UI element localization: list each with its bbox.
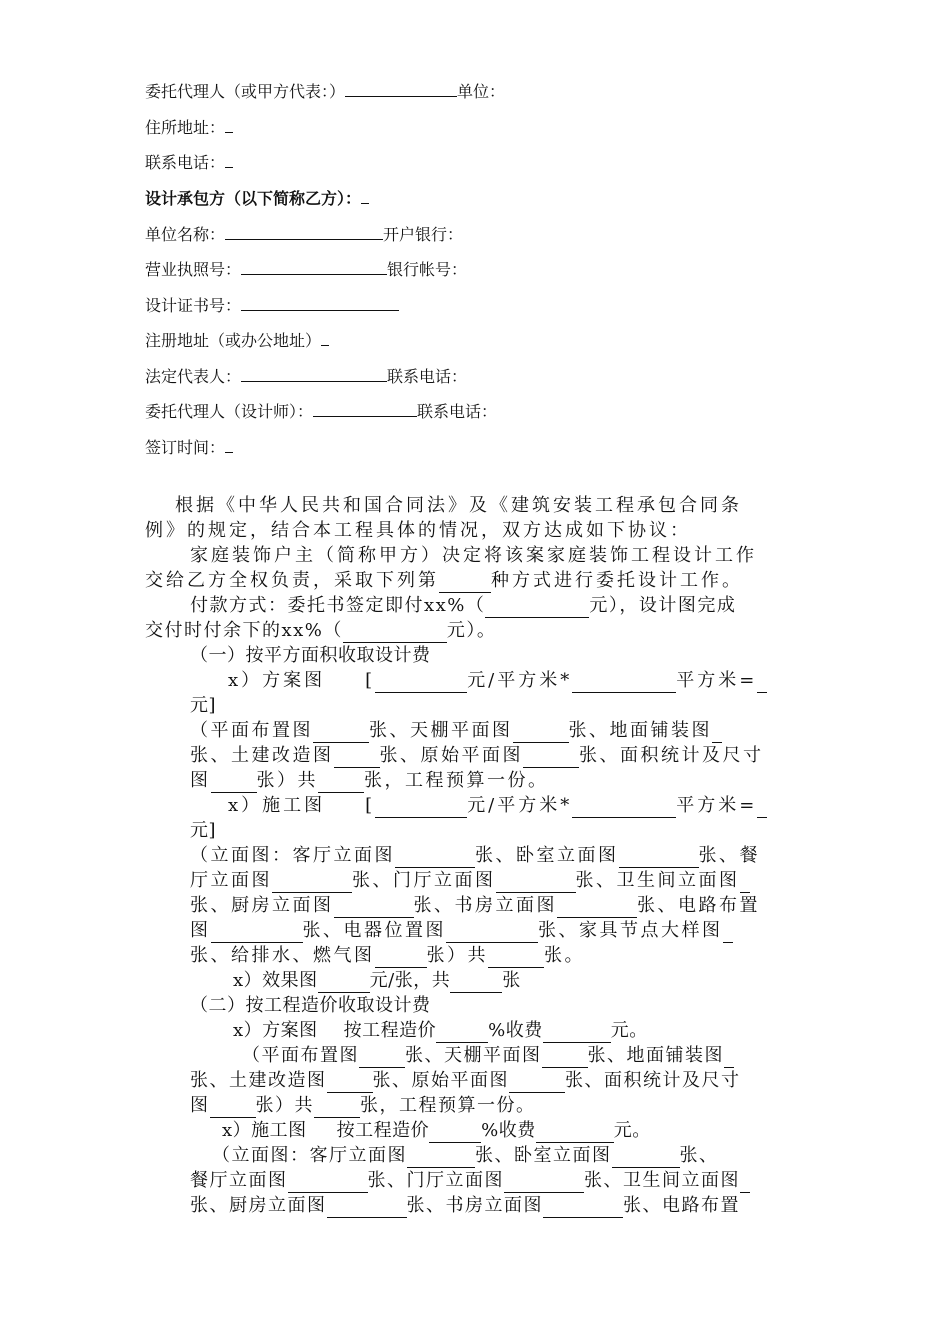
body-line-4 — [145, 569, 743, 593]
party-b-sign-time-blank[interactable] — [225, 438, 233, 453]
total-blank[interactable] — [757, 799, 767, 818]
party-b-heading-line — [145, 189, 369, 209]
body-text: 张、门厅立面图 — [367, 1170, 504, 1191]
count-blank[interactable] — [509, 1074, 565, 1093]
count-blank[interactable] — [542, 1049, 588, 1068]
body-text: 张、原始平面图 — [372, 1070, 509, 1091]
count-blank[interactable] — [543, 1199, 623, 1218]
body-text: x）方案图 — [233, 1020, 318, 1041]
body-text: x）效果图 — [233, 970, 318, 991]
section-1-elev-1 — [190, 844, 760, 868]
body-text: [ — [365, 670, 376, 691]
count-blank[interactable] — [318, 774, 364, 793]
area-blank[interactable] — [572, 799, 676, 818]
body-text: 付款方式：委托书签定即付 — [190, 595, 424, 616]
body-text: xx%（ — [424, 595, 486, 616]
party-b-designer-line — [145, 402, 497, 422]
party-b-unit-label: 单位名称： — [145, 225, 226, 244]
party-b-cert-label: 设计证书号： — [145, 296, 242, 315]
body-text: x）施工图 — [228, 795, 326, 816]
party-b-heading: 设计承包方（以下简称乙方）： — [145, 189, 362, 208]
party-a-agent-line — [145, 82, 505, 102]
section-2-plan-line — [233, 1019, 648, 1043]
section-2-plan-detail-2 — [190, 1069, 741, 1093]
body-text: 张、电器位置图 — [302, 920, 446, 941]
count-blank[interactable] — [314, 1099, 360, 1118]
count-blank[interactable] — [488, 949, 544, 968]
count-blank[interactable] — [211, 774, 257, 793]
count-blank[interactable] — [327, 1199, 407, 1218]
count-blank[interactable] — [557, 899, 637, 918]
body-text: 张、家具节点大样图 — [538, 920, 723, 941]
section-1-elev-4 — [190, 919, 733, 943]
body-text: 家庭装饰户主（简称甲方）决定将该案家庭装饰工程设计工作 — [190, 545, 757, 566]
total-blank[interactable] — [757, 674, 767, 693]
party-b-unit-blank[interactable] — [225, 225, 383, 240]
body-text: 元/张，共 — [369, 970, 451, 991]
body-text: 图 — [190, 770, 211, 791]
body-line-2 — [145, 519, 691, 543]
count-blank[interactable] — [211, 924, 303, 943]
body-text: 元）。 — [446, 620, 497, 641]
unit-price-blank[interactable] — [375, 674, 467, 693]
count-blank[interactable] — [504, 1174, 584, 1193]
section-1-plan-detail-1 — [190, 719, 722, 743]
body-text: 张、电路布置 — [623, 1195, 740, 1216]
body-line-1 — [175, 494, 742, 518]
party-a-phone-line — [145, 153, 233, 173]
party-b-cert-line — [145, 296, 399, 316]
body-text: 张，工程预算一份。 — [360, 1095, 536, 1116]
body-text: 张、卧室立面图 — [475, 1145, 612, 1166]
count-blank[interactable] — [272, 874, 352, 893]
party-b-legal-rep-blank[interactable] — [241, 367, 387, 382]
body-text: 张、土建改造图 — [190, 745, 334, 766]
section-1-elev-3 — [190, 894, 760, 918]
section-2-construction-line — [222, 1119, 651, 1143]
body-text: （立面图：客厅立面图 — [190, 845, 395, 866]
body-text: 元/平方米* — [467, 670, 573, 691]
section-1-plan-line-2 — [190, 694, 216, 718]
body-text: 张、电路布置 — [637, 895, 760, 916]
count-blank[interactable] — [313, 724, 369, 743]
body-text: 张、厨房立面图 — [190, 895, 334, 916]
party-b-account-label: 银行帐号： — [387, 260, 468, 279]
body-text: 交付时付余下的 — [145, 620, 282, 641]
count-blank[interactable] — [740, 874, 750, 893]
party-a-unit-label: 单位： — [457, 82, 506, 101]
body-text: （平面布置图 — [190, 720, 313, 741]
body-text: 张）共 — [426, 945, 488, 966]
body-text: 例》的规定，结合本工程具体的情况，双方达成如下协议： — [145, 520, 691, 541]
section-1-construction-line-2 — [190, 819, 216, 843]
body-text: 元/平方米* — [467, 795, 573, 816]
render-price-blank[interactable] — [318, 974, 370, 993]
section-2-elev-1 — [212, 1144, 719, 1168]
fee-blank[interactable] — [543, 1024, 611, 1043]
count-blank[interactable] — [334, 749, 380, 768]
body-text: 张、面积统计及尺寸 — [565, 1070, 741, 1091]
body-text: 张、书房立面图 — [413, 895, 557, 916]
body-text: （平面布置图 — [242, 1045, 359, 1066]
body-text: 平方米= — [676, 795, 758, 816]
party-b-cert-blank[interactable] — [241, 296, 399, 311]
party-b-heading-blank[interactable] — [361, 189, 369, 204]
body-text: 餐厅立面图 — [190, 1170, 288, 1191]
section-1-plan-detail-2 — [190, 744, 764, 768]
count-blank[interactable] — [210, 1099, 256, 1118]
section-1-plan-line — [228, 669, 767, 693]
body-text: 厅立面图 — [190, 870, 272, 891]
body-text: 张、原始平面图 — [379, 745, 523, 766]
count-blank[interactable] — [513, 724, 569, 743]
body-text: x）施工图 — [222, 1120, 307, 1141]
body-text: 张、卫生间立面图 — [584, 1170, 740, 1191]
party-b-reg-address-label: 注册地址（或办公地址） — [145, 331, 322, 350]
deposit-amount-blank[interactable] — [485, 599, 589, 618]
body-text: 张）共 — [255, 1095, 314, 1116]
count-blank[interactable] — [723, 924, 733, 943]
section-1-construction-line — [228, 794, 767, 818]
party-b-reg-address-blank[interactable] — [321, 331, 329, 346]
body-text: 张、地面铺装图 — [568, 720, 712, 741]
party-a-address-label: 住所地址： — [145, 118, 226, 137]
count-blank[interactable] — [446, 924, 538, 943]
section-1-elev-2 — [190, 869, 750, 893]
body-text: 张、天棚平面图 — [405, 1045, 542, 1066]
body-text: 张 — [502, 970, 521, 991]
party-b-phone-label: 联系电话： — [387, 367, 468, 386]
party-b-license-blank[interactable] — [241, 260, 387, 275]
body-text: （立面图：客厅立面图 — [212, 1145, 407, 1166]
party-b-sign-time-line — [145, 438, 233, 458]
body-text: 张、卫生间立面图 — [575, 870, 740, 891]
body-text: 按工程造价 — [336, 1120, 430, 1141]
body-text: 张、餐 — [698, 845, 760, 866]
count-blank[interactable] — [288, 1174, 368, 1193]
section-2-plan-detail-3 — [190, 1094, 536, 1118]
body-text: 张、给排水、燃气图 — [190, 945, 375, 966]
body-text: xx%（ — [281, 620, 343, 641]
balance-amount-blank[interactable] — [343, 624, 447, 643]
section-1-plan-detail-3 — [190, 769, 549, 793]
body-text: 张、书房立面图 — [406, 1195, 543, 1216]
count-blank[interactable] — [359, 1049, 405, 1068]
section-title: （一）按平方面积收取设计费 — [190, 645, 431, 666]
count-blank[interactable] — [712, 724, 722, 743]
body-text: 交给乙方全权负责，采取下列第 — [145, 570, 439, 591]
count-blank[interactable] — [619, 849, 699, 868]
count-blank[interactable] — [395, 849, 475, 868]
section-2-elev-2 — [190, 1169, 750, 1193]
count-blank[interactable] — [496, 874, 576, 893]
party-a-phone-blank[interactable] — [225, 153, 233, 168]
party-a-address-line — [145, 118, 233, 138]
body-text: x）方案图 — [228, 670, 326, 691]
count-blank[interactable] — [523, 749, 579, 768]
body-text: 元。 — [610, 1020, 648, 1041]
body-text: 张，工程预算一份。 — [364, 770, 549, 791]
section-1-render-line — [233, 969, 521, 993]
party-b-phone-label-2: 联系电话： — [417, 402, 498, 421]
body-line-6 — [145, 619, 496, 643]
body-text: 张、卧室立面图 — [475, 845, 619, 866]
body-text: 按工程造价 — [343, 1020, 437, 1041]
body-text: 张、厨房立面图 — [190, 1195, 327, 1216]
body-text: 图 — [190, 1095, 210, 1116]
count-blank[interactable] — [724, 1049, 734, 1068]
body-text: 元] — [190, 820, 217, 841]
party-a-address-blank[interactable] — [225, 118, 233, 133]
party-b-license-label: 营业执照号： — [145, 260, 242, 279]
body-line-5 — [190, 594, 736, 618]
body-text: 张、地面铺装图 — [587, 1045, 724, 1066]
party-b-bank-label: 开户银行： — [383, 225, 464, 244]
method-blank[interactable] — [439, 574, 491, 593]
party-a-phone-label: 联系电话： — [145, 153, 226, 172]
body-text: 种方式进行委托设计工作。 — [491, 570, 743, 591]
section-2-plan-detail-1 — [242, 1044, 734, 1068]
section-1-title — [190, 644, 431, 668]
body-text: %收费 — [488, 1020, 543, 1041]
count-blank[interactable] — [375, 949, 427, 968]
party-b-reg-address-line — [145, 331, 329, 351]
body-text: [ — [365, 795, 376, 816]
count-blank[interactable] — [327, 1074, 373, 1093]
party-a-agent-blank[interactable] — [345, 82, 457, 97]
party-b-sign-time-label: 签订时间： — [145, 438, 226, 457]
body-text: 张）共 — [256, 770, 318, 791]
body-text: 张、 — [679, 1145, 719, 1166]
body-text: 张、面积统计及尺寸 — [579, 745, 764, 766]
body-text: 平方米= — [676, 670, 758, 691]
party-b-license-line — [145, 260, 467, 280]
party-b-designer-label: 委托代理人（设计师）： — [145, 402, 314, 421]
body-text: 张、天棚平面图 — [369, 720, 513, 741]
party-b-unit-line — [145, 225, 463, 245]
rate-blank[interactable] — [436, 1024, 488, 1043]
section-2-title — [190, 994, 431, 1018]
count-blank[interactable] — [334, 899, 414, 918]
fee-blank[interactable] — [536, 1124, 614, 1143]
section-1-elev-5 — [190, 944, 585, 968]
area-blank[interactable] — [572, 674, 676, 693]
party-a-agent-label: 委托代理人（或甲方代表：） — [145, 82, 346, 101]
body-text: 元。 — [613, 1120, 651, 1141]
body-text: 张、门厅立面图 — [352, 870, 496, 891]
body-text: 图 — [190, 920, 211, 941]
party-b-designer-blank[interactable] — [313, 402, 417, 417]
body-text: 元] — [190, 695, 217, 716]
body-text: %收费 — [481, 1120, 536, 1141]
rate-blank[interactable] — [429, 1124, 481, 1143]
body-text: 张。 — [544, 945, 585, 966]
render-count-blank[interactable] — [450, 974, 502, 993]
body-text: 根据《中华人民共和国合同法》及《建筑安装工程承包合同条 — [175, 495, 742, 516]
count-blank[interactable] — [407, 1149, 475, 1168]
section-2-elev-3 — [190, 1194, 740, 1218]
unit-price-blank[interactable] — [375, 799, 467, 818]
body-line-3 — [190, 544, 757, 568]
body-text: 元），设计图完成 — [589, 595, 737, 616]
body-text: 张、土建改造图 — [190, 1070, 327, 1091]
section-title: （二）按工程造价收取设计费 — [190, 995, 431, 1016]
count-blank[interactable] — [740, 1174, 750, 1193]
party-b-legal-rep-label: 法定代表人： — [145, 367, 242, 386]
count-blank[interactable] — [612, 1149, 680, 1168]
party-b-legal-rep-line — [145, 367, 467, 387]
